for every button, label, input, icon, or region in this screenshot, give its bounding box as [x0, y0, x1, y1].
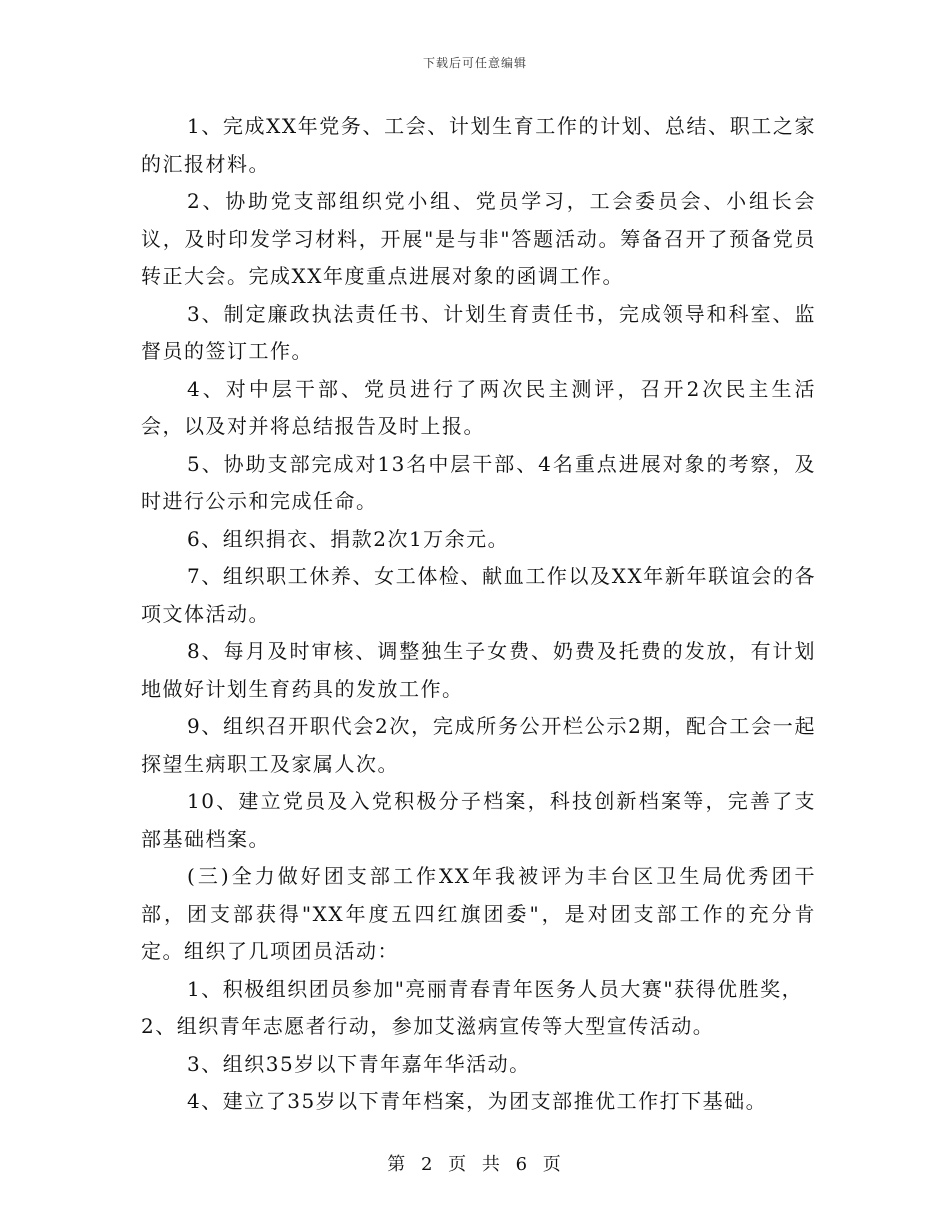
paragraph-league-3: 3、组织35岁以下青年嘉年华活动。	[187, 1051, 531, 1076]
paragraph-9: 9、组织召开职代会2次，完成所务公开栏公示2期，配合工会一起探望生病职工及家属人次。	[141, 714, 816, 776]
paragraph-league-2: 2、组织青年志愿者行动，参加艾滋病宣传等大型宣传活动。	[141, 1014, 715, 1038]
paragraph-section-3: (三)全力做好团支部工作XX年我被评为丰台区卫生局优秀团干部，团支部获得"XX年度五四红旗团委"，是对团支部工作的充分肯定。组织了几项团员活动：	[141, 864, 816, 963]
paragraph-league-1: 1、积极组织团员参加"亮丽青春青年医务人员大赛"获得优胜奖，	[187, 976, 804, 1001]
footer-page-number: 2	[420, 1154, 435, 1175]
footer-gong: 共	[481, 1154, 502, 1175]
paragraph-7: 7、组织职工休养、女工体检、献血工作以及XX年新年联谊会的各项文体活动。	[141, 564, 816, 626]
footer-di: 第	[387, 1154, 408, 1175]
footer-ye: 页	[448, 1154, 469, 1175]
paragraph-6: 6、组织捐衣、捐款2次1万余元。	[187, 526, 510, 551]
document-body	[141, 108, 816, 1121]
paragraph-10: 10、建立党员及入党积极分子档案，科技创新档案等，完善了支部基础档案。	[141, 789, 816, 851]
paragraph-5: 5、协助支部完成对13名中层干部、4名重点进展对象的考察，及时进行公示和完成任命。	[141, 451, 816, 513]
paragraph-1: 1、完成XX年党务、工会、计划生育工作的计划、总结、职工之家的汇报材料。	[141, 114, 816, 176]
paragraph-4: 4、对中层干部、党员进行了两次民主测评，召开2次民主生活会，以及对并将总结报告及时上报。	[141, 376, 816, 438]
paragraph-2: 2、协助党支部组织党小组、党员学习，工会委员会、小组长会议，及时印发学习材料，开展"是与非"答题活动。筹备召开了预备党员转正大会。完成XX年度重点进展对象的函调工作。	[141, 189, 816, 288]
footer-ye-2: 页	[542, 1154, 563, 1175]
paragraph-3: 3、制定廉政执法责任书、计划生育责任书，完成领导和科室、监督员的签订工作。	[141, 301, 816, 363]
footer-total-pages: 6	[515, 1154, 530, 1175]
paragraph-league-4: 4、建立了35岁以下青年档案，为团支部推优工作打下基础。	[187, 1089, 768, 1113]
paragraph-8: 8、每月及时审核、调整独生子女费、奶费及托费的发放，有计划地做好计划生育药具的发放工作。	[141, 639, 816, 701]
page-header-note: 下载后可任意编辑	[422, 56, 527, 70]
page-footer	[0, 1150, 950, 1176]
